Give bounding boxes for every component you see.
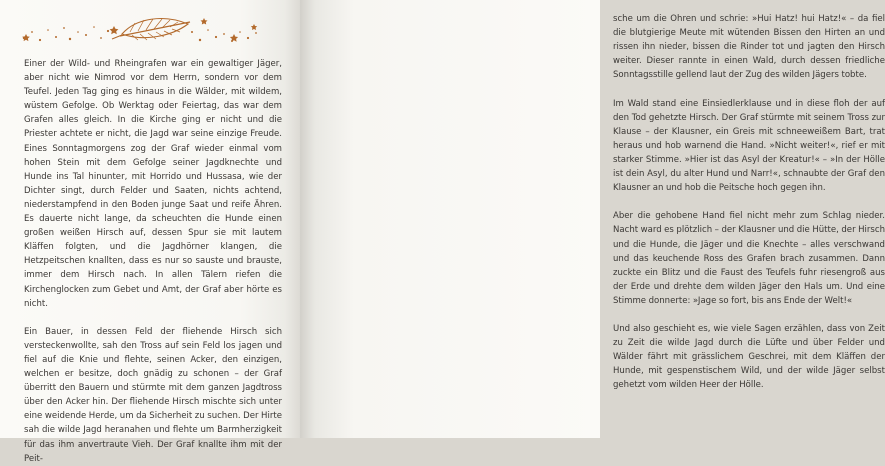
left-page-text	[24, 57, 282, 466]
feather-shape	[112, 19, 190, 40]
paragraph: Einer der Wild- und Rheingrafen war ein gewaltiger Jäger, aber nicht wie Nimrod vor dem Herrn, sondern vor dem Teufel. Jeden Tag ging es hinaus in die Wälder, mit wildem, wüstem Gefolge. Ob Werktag oder Feiertag, das war dem Grafen alles gleich. In die Kirche ging er nicht und die Priester achtete er nicht, die Jagd war seine einzige Freude. Eines Sonntagmorgens zog der Graf wieder einmal vom hohen Stein mit dem Gefolge seiner Jagdknechte und Hunde ins Tal hinunter, mit Horrido und Hussasa, wie der Dichter singt, durch Felder und Saaten, nichts achtend, niederstampfend in den Boden junge Saat und reife Ähren. Es dauerte nicht lange, da scheuchten die Hunde einen großen weißen Hirsch auf, dessen Spur sie mit lautem Kläffen folgten, und die Jagdhörner klangen, die Hetzpeitschen knallten, dass es nur so sauste und brauste, immer dem Hirsch nach. In allen Tälern riefen die Kirchenglocken zum Gebet und Amt, der Graf aber hörte es nicht.	[24, 59, 282, 309]
feather-ornament-icon	[4, 10, 274, 50]
left-page	[0, 0, 300, 464]
paragraph: Aber die gehobene Hand fiel nicht mehr zum Schlag nieder. Nacht ward es plötzlich – der Klausner und die Hütte, der Hirsch und die Hunde, die Jäger und die Knechte – alles verschwand und das keuchende Ross des Grafen brach zusammen. Dann zuckte ein Blitz und die Faust des Teufels fuhr riesengroß aus der Erde und drehte dem wilden Jäger den Hals um. Und eine Stimme donnerte: »Jage so fort, bis ans Ende der Welt!«	[613, 211, 885, 306]
paragraph: Und also geschieht es, wie viele Sagen erzählen, dass von Zeit zu Zeit die wilde Jagd durch die Lüfte und über Felder und Wälder fährt mit grässlichem Geschrei, mit dem Kläffen der Hunde, mit gespenstischem Wild, und der wilde Jäger selbst gehetzt vom wilden Heer der Hölle.	[613, 324, 885, 391]
paragraph: Ein Bauer, in dessen Feld der fliehende Hirsch sich versteckenwollte, sah den Tross auf sein Feld los jagen und fiel auf die Knie und flehte, seinen Acker, den einzigen, welchen er besitze, doch gnädig zu schonen – der Graf überritt den Bauern und stürmte mit dem ganzen Jagdtross über den Acker hin. Der fliehende Hirsch mischte sich unter eine weidende Herde, um da Sicherheit zu suchen. Der Hirte sah die wilde Jagd heranahen und flehte um Barmherzigkeit für das ihm anvertraute Vieh. Der Graf knallte ihm mit der Peit-	[24, 326, 282, 464]
paragraph: Im Wald stand eine Einsiedlerklause und in diese floh der auf den Tod gehetzte Hirsch. Der Graf stürmte mit seinem Tross zur Klause – der Klausner, ein Greis mit schneeweißem Bart, trat heraus und hob warnend die Hand. »Nicht weiter!«, rief er mit starker Stimme. »Hier ist das Asyl der Kreatur!« – »In der Hölle ist dein Asyl, du alter Hund und Narr!«, schnaubte der Graf den Klausner an und hob die Peitsche hoch gegen ihn.	[613, 98, 885, 194]
right-page	[300, 0, 885, 438]
right-page-text	[613, 12, 885, 393]
paragraph: sche um die Ohren und schrie: »Hui Hatz! hui Hatz!« – da fiel die blutgierige Meute mit wütenden Bissen den Hirten an und rissen ihn nieder, bissen die Rinder tot und jagten den Hirsch weiter. Dieser rannte in einen Wald, durch dessen friedliche Sonntagsstille gellend laut der Zug des wilden Jägers tobte.	[613, 14, 885, 81]
